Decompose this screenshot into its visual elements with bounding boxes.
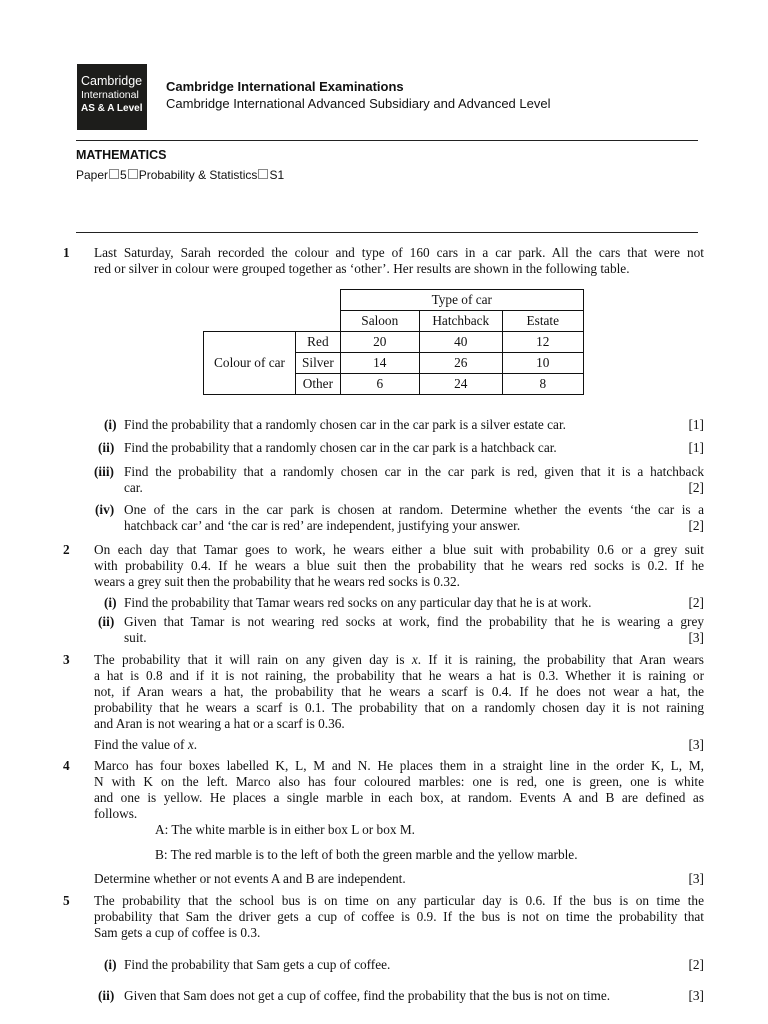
logo-line-2: International	[81, 89, 139, 101]
table-cell: 24	[419, 374, 502, 395]
marks: [1]	[688, 440, 704, 455]
table-cell: 12	[502, 332, 583, 353]
question-1-text: Last Saturday, Sarah recorded the colour and type of 160 cars in a car park. All the cars that were not	[94, 245, 704, 260]
column-header: Hatchback	[419, 311, 502, 332]
separator-box	[128, 169, 138, 179]
header-rule	[76, 140, 698, 141]
part-label: (ii)	[98, 988, 115, 1003]
table-empty-cell	[204, 290, 296, 311]
part-text: Find the probability that a randomly chosen car in the car park is a silver estate car.	[124, 417, 566, 432]
part-label: (i)	[104, 595, 117, 610]
part-label: (i)	[104, 957, 117, 972]
question-4-text: N with K on the left. Marco also has four coloured marbles: one is red, one is green, one is white	[94, 774, 704, 789]
question-5-text: probability that Sam the driver gets a cup of coffee is 0.9. If the bus is not on time the probability that	[94, 909, 704, 924]
part-text: Find the probability that Tamar wears red socks on any particular day that he is at work.	[124, 595, 592, 610]
question-2-text: with probability 0.4. If he wears a blue suit then the probability that he wears red socks is 0.2. If he	[94, 558, 704, 573]
marks: [2]	[688, 595, 704, 610]
table-cell: 40	[419, 332, 502, 353]
variable-x: x	[187, 737, 194, 752]
paper-title	[76, 168, 284, 182]
part-text: hatchback car’ and ‘the car is red’ are independent, justifying your answer.	[124, 518, 521, 533]
question-1-text: red or silver in colour were grouped together as ‘other’. Her results are shown in the following table.	[94, 261, 630, 276]
marks: [2]	[688, 480, 704, 495]
event-a-definition: A: The white marble is in either box L or box M.	[155, 822, 415, 837]
column-header: Estate	[502, 311, 583, 332]
marks: [3]	[688, 871, 704, 886]
question-5-text: The probability that the school bus is on time on any particular day is 0.6. If the bus is on time the	[94, 893, 704, 908]
part-label: (ii)	[98, 614, 115, 629]
separator-box	[258, 169, 268, 179]
part-text: suit.	[124, 630, 147, 645]
row-label: Red	[296, 332, 341, 353]
table-cell: 10	[502, 353, 583, 374]
logo-line-3: AS & A Level	[81, 103, 143, 114]
paper-label: Paper	[76, 168, 109, 182]
question-3-text: and Aran is not wearing a hat or a scarf is 0.36.	[94, 716, 345, 731]
marks: [1]	[688, 417, 704, 432]
table-cell: 26	[419, 353, 502, 374]
marks: [3]	[688, 630, 704, 645]
paper-code: S1	[269, 168, 285, 182]
subject-title: MATHEMATICS	[76, 148, 167, 162]
question-3-text: not, if Aran wears a hat, the probability that he wears a scarf is 0.4. If he does not wear a hat, the	[94, 684, 704, 699]
question-2-number: 2	[63, 542, 70, 557]
question-1-number: 1	[63, 245, 70, 260]
table-cell: 6	[340, 374, 419, 395]
question-4-number: 4	[63, 758, 70, 773]
question-5-text: Sam gets a cup of coffee is 0.3.	[94, 925, 261, 940]
question-4-text: and one is yellow. He places a single marble in each box, at random. Events A and B are defined as	[94, 790, 704, 805]
type-of-car-header: Type of car	[340, 290, 583, 311]
paper-number: 5	[120, 168, 127, 182]
question-4-text: Marco has four boxes labelled K, L, M and N. He places them in a straight line in the order K, L, M,	[94, 758, 704, 773]
colour-of-car-header: Colour of car	[204, 332, 296, 395]
separator-box	[109, 169, 119, 179]
part-label: (iii)	[94, 464, 114, 479]
question-2-text: On each day that Tamar goes to work, he wears either a blue suit with probability 0.6 or a grey suit	[94, 542, 704, 557]
table-cell: 20	[340, 332, 419, 353]
column-header: Saloon	[340, 311, 419, 332]
marks: [3]	[688, 737, 704, 752]
question-3-task	[94, 737, 197, 753]
marks: [3]	[688, 988, 704, 1003]
cambridge-logo	[77, 64, 147, 130]
part-text: Find the probability that a randomly chosen car in the car park is red, given that it is a hatchback	[124, 464, 704, 479]
table-cell: 14	[340, 353, 419, 374]
marks: [2]	[688, 957, 704, 972]
paper-topic: Probability & Statistics	[138, 168, 258, 182]
variable-x: x	[411, 652, 418, 667]
row-label: Other	[296, 374, 341, 395]
part-label: (ii)	[98, 440, 115, 455]
marks: [2]	[688, 518, 704, 533]
part-text: Given that Tamar is not wearing red socks at work, find the probability that he is wearing a grey	[124, 614, 704, 629]
table-empty-cell	[296, 311, 341, 332]
part-text: One of the cars in the car park is chosen at random. Determine whether the events ‘the car is a	[124, 502, 704, 517]
section-rule	[76, 232, 698, 233]
text-span: . If it is raining, the probability that Aran wears	[417, 652, 704, 667]
text-span: Find the value of	[94, 737, 188, 752]
part-text: Find the probability that Sam gets a cup of coffee.	[124, 957, 391, 972]
question-3-text	[94, 652, 704, 668]
question-3-number: 3	[63, 652, 70, 667]
table-empty-cell	[296, 290, 341, 311]
part-label: (i)	[104, 417, 117, 432]
text-span: .	[193, 737, 198, 752]
question-4-text: follows.	[94, 806, 138, 821]
question-3-text: probability that he wears a scarf is 0.1. The probability that on a randomly chosen day it is not raining	[94, 700, 704, 715]
table-empty-cell	[204, 311, 296, 332]
qualification-level: Cambridge International Advanced Subsidiary and Advanced Level	[166, 96, 551, 111]
table-cell: 8	[502, 374, 583, 395]
question-3-text: a hat is 0.8 and if it is not raining, the probability that he wears a hat is 0.3. Whether it is raining or	[94, 668, 704, 683]
event-b-definition: B: The red marble is to the left of both the green marble and the yellow marble.	[155, 847, 578, 862]
part-text: car.	[124, 480, 143, 495]
car-data-table	[203, 289, 584, 395]
part-text: Find the probability that a randomly chosen car in the car park is a hatchback car.	[124, 440, 557, 455]
question-4-task: Determine whether or not events A and B are independent.	[94, 871, 406, 886]
row-label: Silver	[296, 353, 341, 374]
text-span: The probability that it will rain on any given day is	[94, 652, 412, 667]
question-5-number: 5	[63, 893, 70, 908]
part-label: (iv)	[95, 502, 115, 517]
logo-line-1: Cambridge	[81, 74, 143, 88]
exam-board: Cambridge International Examinations	[166, 79, 404, 94]
part-text: Given that Sam does not get a cup of coffee, find the probability that the bus is not on time.	[124, 988, 611, 1003]
question-2-text: wears a grey suit then the probability that he wears red socks is 0.32.	[94, 574, 460, 589]
